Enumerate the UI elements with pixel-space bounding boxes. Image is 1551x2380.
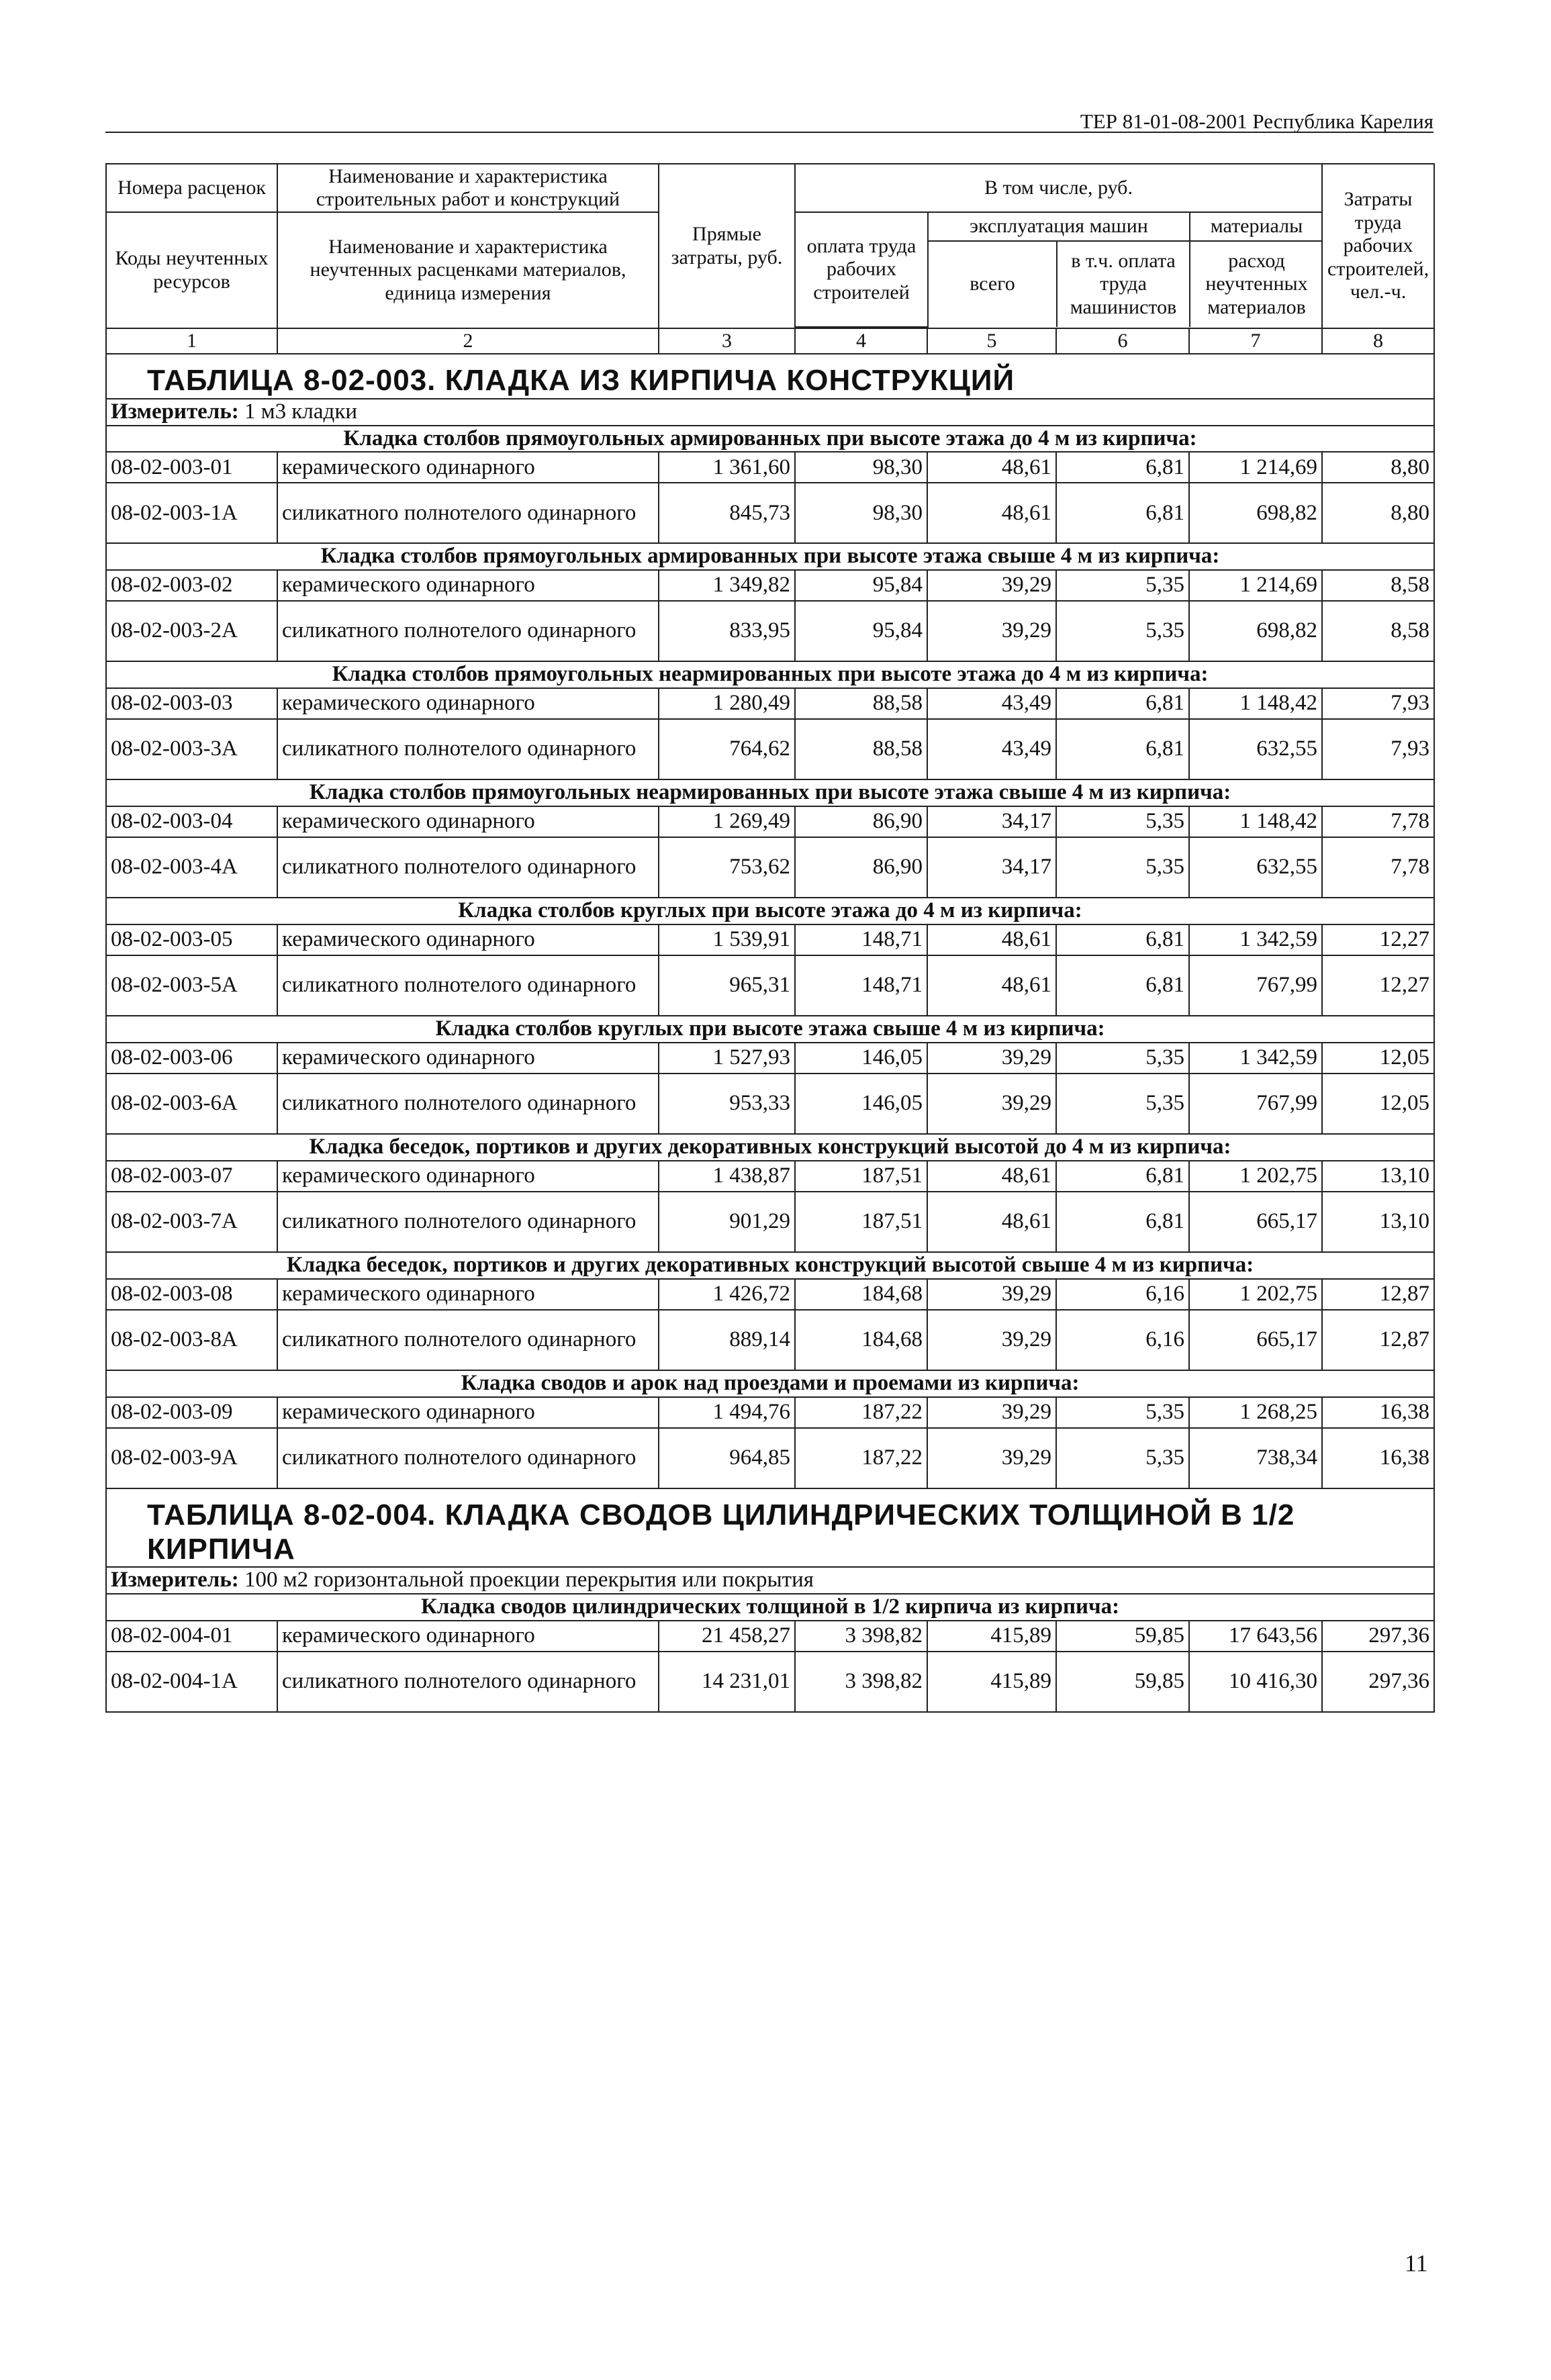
group-header-row — [106, 1594, 1434, 1621]
work-name: керамического одинарного — [277, 688, 659, 719]
group-title: Кладка столбов круглых при высоте этажа до 4 м из кирпича: — [106, 898, 1434, 924]
direct-costs: 1 539,91 — [659, 924, 795, 955]
col-header-codes-bottom: Коды неучтенных ресурсов — [106, 212, 277, 328]
group-title: Кладка столбов прямоугольных армированных при высоте этажа до 4 м из кирпича: — [106, 426, 1434, 453]
table-row — [106, 1161, 1434, 1192]
table-row — [106, 924, 1434, 955]
workers-pay: 184,68 — [795, 1310, 927, 1370]
column-number: 6 — [1056, 328, 1189, 354]
work-name: силикатного полнотелого одинарного — [277, 601, 659, 661]
labor-hours: 8,58 — [1322, 601, 1434, 661]
operators-pay: 6,81 — [1056, 1161, 1189, 1192]
rate-code: 08-02-003-1А — [106, 483, 277, 543]
group-header-row — [106, 898, 1434, 924]
operators-pay: 6,81 — [1056, 688, 1189, 719]
col-header-name-bottom: Наименование и характеристика неучтенных расценками материалов, единица измерения — [277, 212, 659, 328]
work-name: керамического одинарного — [277, 1161, 659, 1192]
group-header-row — [106, 1252, 1434, 1279]
direct-costs: 953,33 — [659, 1074, 795, 1134]
direct-costs: 21 458,27 — [659, 1621, 795, 1652]
group-title: Кладка столбов прямоугольных неармированных при высоте этажа до 4 м из кирпича: — [106, 661, 1434, 688]
labor-hours: 12,27 — [1322, 955, 1434, 1016]
col-header-including: В том числе, руб. — [795, 164, 1322, 212]
column-numbers-row — [106, 328, 1434, 354]
group-header-row — [106, 426, 1434, 453]
direct-costs: 1 527,93 — [659, 1043, 795, 1074]
labor-hours: 8,80 — [1322, 483, 1434, 543]
direct-costs: 1 426,72 — [659, 1279, 795, 1310]
machines-total: 39,29 — [927, 1428, 1056, 1488]
machines-total: 48,61 — [927, 1161, 1056, 1192]
machines-total: 39,29 — [927, 1074, 1056, 1134]
table-row — [106, 601, 1434, 661]
materials-cost: 767,99 — [1189, 955, 1322, 1016]
table-measure — [106, 1567, 1434, 1594]
materials-cost: 10 416,30 — [1189, 1652, 1322, 1712]
operators-pay: 5,35 — [1056, 601, 1189, 661]
machines-total: 48,61 — [927, 452, 1056, 483]
operators-pay: 6,81 — [1056, 924, 1189, 955]
table-row — [106, 452, 1434, 483]
rate-code: 08-02-003-03 — [106, 688, 277, 719]
workers-pay: 95,84 — [795, 570, 927, 601]
measure-value: 1 м3 кладки — [244, 399, 358, 424]
table-row — [106, 483, 1434, 543]
work-name: силикатного полнотелого одинарного — [277, 955, 659, 1016]
workers-pay: 86,90 — [795, 806, 927, 837]
rate-code: 08-02-003-2А — [106, 601, 277, 661]
col-header-total: всего — [928, 241, 1057, 327]
column-number: 7 — [1189, 328, 1322, 354]
workers-pay: 95,84 — [795, 601, 927, 661]
work-name: силикатного полнотелого одинарного — [277, 1310, 659, 1370]
materials-cost: 1 214,69 — [1189, 452, 1322, 483]
rate-code: 08-02-003-08 — [106, 1279, 277, 1310]
operators-pay: 59,85 — [1056, 1652, 1189, 1712]
measure-value: 100 м2 горизонтальной проекции перекрытия или покрытия — [244, 1568, 814, 1592]
group-title: Кладка столбов прямоугольных неармированных при высоте этажа свыше 4 м из кирпича: — [106, 779, 1434, 806]
rate-code: 08-02-003-01 — [106, 452, 277, 483]
labor-hours: 16,38 — [1322, 1397, 1434, 1428]
operators-pay: 6,16 — [1056, 1310, 1189, 1370]
col-header-subtable — [796, 213, 1323, 328]
column-number: 4 — [795, 328, 927, 354]
work-name: силикатного полнотелого одинарного — [277, 1428, 659, 1488]
materials-cost: 1 342,59 — [1189, 924, 1322, 955]
work-name: силикатного полнотелого одинарного — [277, 483, 659, 543]
labor-hours: 7,78 — [1322, 806, 1434, 837]
measure-label: Измеритель: — [111, 1568, 239, 1592]
rate-code: 08-02-003-3А — [106, 719, 277, 779]
group-title: Кладка столбов круглых при высоте этажа свыше 4 м из кирпича: — [106, 1016, 1434, 1043]
workers-pay: 187,22 — [795, 1428, 927, 1488]
materials-cost: 698,82 — [1189, 483, 1322, 543]
rate-code: 08-02-003-6А — [106, 1074, 277, 1134]
labor-hours: 297,36 — [1322, 1621, 1434, 1652]
workers-pay: 148,71 — [795, 924, 927, 955]
work-name: керамического одинарного — [277, 924, 659, 955]
col-header-codes-top: Номера расценок — [106, 164, 277, 212]
col-header-labor: Затраты труда рабочих строителей, чел.-ч. — [1322, 164, 1434, 328]
workers-pay: 86,90 — [795, 837, 927, 898]
operators-pay: 6,81 — [1056, 483, 1189, 543]
rate-code: 08-02-004-01 — [106, 1621, 277, 1652]
table-8-02-004-body — [106, 1488, 1434, 1712]
machines-total: 39,29 — [927, 601, 1056, 661]
page-number: 11 — [1405, 2250, 1428, 2277]
labor-hours: 12,87 — [1322, 1279, 1434, 1310]
operators-pay: 5,35 — [1056, 1074, 1189, 1134]
materials-cost: 1 214,69 — [1189, 570, 1322, 601]
work-name: силикатного полнотелого одинарного — [277, 719, 659, 779]
operators-pay: 5,35 — [1056, 1043, 1189, 1074]
materials-cost: 1 268,25 — [1189, 1397, 1322, 1428]
rate-code: 08-02-003-5А — [106, 955, 277, 1016]
work-name: силикатного полнотелого одинарного — [277, 837, 659, 898]
labor-hours: 12,05 — [1322, 1043, 1434, 1074]
operators-pay: 6,81 — [1056, 955, 1189, 1016]
rate-code: 08-02-003-06 — [106, 1043, 277, 1074]
labor-hours: 7,93 — [1322, 688, 1434, 719]
group-header-row — [106, 1134, 1434, 1161]
operators-pay: 6,81 — [1056, 452, 1189, 483]
table-row — [106, 1652, 1434, 1712]
workers-pay: 187,22 — [795, 1397, 927, 1428]
table-row — [106, 1074, 1434, 1134]
direct-costs: 1 280,49 — [659, 688, 795, 719]
labor-hours: 8,80 — [1322, 452, 1434, 483]
col-header-direct-costs: Прямые затраты, руб. — [659, 164, 795, 328]
direct-costs: 1 361,60 — [659, 452, 795, 483]
table-title: ТАБЛИЦА 8-02-003. КЛАДКА ИЗ КИРПИЧА КОНСТРУКЦИЙ — [106, 354, 1434, 399]
group-title: Кладка столбов прямоугольных армированных при высоте этажа свыше 4 м из кирпича: — [106, 543, 1434, 570]
labor-hours: 12,87 — [1322, 1310, 1434, 1370]
document-header: ТЕР 81-01-08-2001 Республика Карелия — [1080, 109, 1433, 133]
col-header-name-top: Наименование и характеристика строительных работ и конструкций — [277, 164, 659, 212]
column-number: 3 — [659, 328, 795, 354]
table-row — [106, 688, 1434, 719]
machines-total: 48,61 — [927, 1192, 1056, 1252]
group-title: Кладка сводов цилиндрических толщиной в 1/2 кирпича из кирпича: — [106, 1594, 1434, 1621]
materials-cost: 1 202,75 — [1189, 1161, 1322, 1192]
table-row — [106, 570, 1434, 601]
direct-costs: 833,95 — [659, 601, 795, 661]
table-row — [106, 1043, 1434, 1074]
operators-pay: 5,35 — [1056, 1428, 1189, 1488]
labor-hours: 16,38 — [1322, 1428, 1434, 1488]
column-number: 5 — [927, 328, 1056, 354]
group-header-row — [106, 1016, 1434, 1043]
materials-cost: 17 643,56 — [1189, 1621, 1322, 1652]
rate-code: 08-02-003-04 — [106, 806, 277, 837]
rate-code: 08-02-003-05 — [106, 924, 277, 955]
work-name: керамического одинарного — [277, 1621, 659, 1652]
workers-pay: 187,51 — [795, 1192, 927, 1252]
workers-pay: 3 398,82 — [795, 1621, 927, 1652]
materials-cost: 632,55 — [1189, 837, 1322, 898]
group-title: Кладка беседок, портиков и других декоративных конструкций высотой до 4 м из кирпича: — [106, 1134, 1434, 1161]
materials-cost: 767,99 — [1189, 1074, 1322, 1134]
group-header-row — [106, 779, 1434, 806]
labor-hours: 12,27 — [1322, 924, 1434, 955]
work-name: силикатного полнотелого одинарного — [277, 1074, 659, 1134]
direct-costs: 1 494,76 — [659, 1397, 795, 1428]
column-number: 2 — [277, 328, 659, 354]
workers-pay: 184,68 — [795, 1279, 927, 1310]
machines-total: 39,29 — [927, 1397, 1056, 1428]
column-number: 1 — [106, 328, 277, 354]
operators-pay: 5,35 — [1056, 570, 1189, 601]
materials-cost: 665,17 — [1189, 1192, 1322, 1252]
measure-label: Измеритель: — [111, 399, 239, 424]
group-title: Кладка беседок, портиков и других декоративных конструкций высотой свыше 4 м из кирпича: — [106, 1252, 1434, 1279]
materials-cost: 1 148,42 — [1189, 688, 1322, 719]
operators-pay: 5,35 — [1056, 806, 1189, 837]
materials-cost: 1 202,75 — [1189, 1279, 1322, 1310]
table-row — [106, 719, 1434, 779]
group-header-row — [106, 661, 1434, 688]
labor-hours: 297,36 — [1322, 1652, 1434, 1712]
workers-pay: 3 398,82 — [795, 1652, 927, 1712]
table-row — [106, 955, 1434, 1016]
machines-total: 48,61 — [927, 924, 1056, 955]
rate-code: 08-02-003-9А — [106, 1428, 277, 1488]
workers-pay: 88,58 — [795, 719, 927, 779]
direct-costs: 1 349,82 — [659, 570, 795, 601]
direct-costs: 965,31 — [659, 955, 795, 1016]
direct-costs: 901,29 — [659, 1192, 795, 1252]
rate-code: 08-02-003-8А — [106, 1310, 277, 1370]
machines-total: 34,17 — [927, 806, 1056, 837]
operators-pay: 5,35 — [1056, 1397, 1189, 1428]
table-title: ТАБЛИЦА 8-02-004. КЛАДКА СВОДОВ ЦИЛИНДРИЧЕСКИХ ТОЛЩИНОЙ В 1/2 КИРПИЧА — [106, 1488, 1434, 1567]
group-header-row — [106, 543, 1434, 570]
workers-pay: 187,51 — [795, 1161, 927, 1192]
workers-pay: 148,71 — [795, 955, 927, 1016]
group-title: Кладка сводов и арок над проездами и проемами из кирпича: — [106, 1370, 1434, 1397]
direct-costs: 1 269,49 — [659, 806, 795, 837]
operators-pay: 59,85 — [1056, 1621, 1189, 1652]
rate-code: 08-02-003-7А — [106, 1192, 277, 1252]
direct-costs: 753,62 — [659, 837, 795, 898]
column-number: 8 — [1322, 328, 1434, 354]
labor-hours: 8,58 — [1322, 570, 1434, 601]
direct-costs: 889,14 — [659, 1310, 795, 1370]
work-name: керамического одинарного — [277, 1279, 659, 1310]
work-name: керамического одинарного — [277, 452, 659, 483]
table-row — [106, 837, 1434, 898]
col-header-operators-pay: в т.ч. оплата труда машинистов — [1057, 241, 1190, 327]
direct-costs: 1 438,87 — [659, 1161, 795, 1192]
labor-hours: 13,10 — [1322, 1192, 1434, 1252]
work-name: керамического одинарного — [277, 1043, 659, 1074]
machines-total: 39,29 — [927, 1310, 1056, 1370]
rate-code: 08-02-004-1А — [106, 1652, 277, 1712]
rate-code: 08-02-003-02 — [106, 570, 277, 601]
workers-pay: 98,30 — [795, 452, 927, 483]
table-row — [106, 1428, 1434, 1488]
labor-hours: 7,93 — [1322, 719, 1434, 779]
operators-pay: 6,81 — [1056, 719, 1189, 779]
header-rule — [105, 132, 1433, 133]
table-row — [106, 806, 1434, 837]
machines-total: 39,29 — [927, 1043, 1056, 1074]
machines-total: 415,89 — [927, 1652, 1056, 1712]
materials-cost: 1 148,42 — [1189, 806, 1322, 837]
work-name: силикатного полнотелого одинарного — [277, 1652, 659, 1712]
table-row — [106, 1397, 1434, 1428]
machines-total: 48,61 — [927, 483, 1056, 543]
machines-total: 48,61 — [927, 955, 1056, 1016]
rate-code: 08-02-003-09 — [106, 1397, 277, 1428]
table-row — [106, 1279, 1434, 1310]
labor-hours: 13,10 — [1322, 1161, 1434, 1192]
work-name: силикатного полнотелого одинарного — [277, 1192, 659, 1252]
labor-hours: 12,05 — [1322, 1074, 1434, 1134]
work-name: керамического одинарного — [277, 570, 659, 601]
workers-pay: 146,05 — [795, 1043, 927, 1074]
work-name: керамического одинарного — [277, 806, 659, 837]
direct-costs: 845,73 — [659, 483, 795, 543]
col-header-machines: эксплуатация машин — [928, 213, 1190, 241]
table-measure — [106, 399, 1434, 426]
machines-total: 34,17 — [927, 837, 1056, 898]
rate-code: 08-02-003-4А — [106, 837, 277, 898]
workers-pay: 88,58 — [795, 688, 927, 719]
machines-total: 39,29 — [927, 570, 1056, 601]
machines-total: 43,49 — [927, 719, 1056, 779]
rate-code: 08-02-003-07 — [106, 1161, 277, 1192]
operators-pay: 6,16 — [1056, 1279, 1189, 1310]
materials-cost: 738,34 — [1189, 1428, 1322, 1488]
machines-total: 39,29 — [927, 1279, 1056, 1310]
materials-cost: 665,17 — [1189, 1310, 1322, 1370]
machines-total: 43,49 — [927, 688, 1056, 719]
materials-cost: 632,55 — [1189, 719, 1322, 779]
materials-cost: 698,82 — [1189, 601, 1322, 661]
work-name: керамического одинарного — [277, 1397, 659, 1428]
col-header-unaccounted-materials: расход неучтенных материалов — [1190, 241, 1323, 327]
workers-pay: 98,30 — [795, 483, 927, 543]
direct-costs: 964,85 — [659, 1428, 795, 1488]
direct-costs: 14 231,01 — [659, 1652, 795, 1712]
group-header-row — [106, 1370, 1434, 1397]
table-row — [106, 1621, 1434, 1652]
labor-hours: 7,78 — [1322, 837, 1434, 898]
materials-cost: 1 342,59 — [1189, 1043, 1322, 1074]
operators-pay: 6,81 — [1056, 1192, 1189, 1252]
machines-total: 415,89 — [927, 1621, 1056, 1652]
col-header-materials: материалы — [1190, 213, 1323, 241]
rates-table — [105, 163, 1435, 1713]
workers-pay: 146,05 — [795, 1074, 927, 1134]
direct-costs: 764,62 — [659, 719, 795, 779]
table-8-02-003-body — [106, 354, 1434, 1488]
operators-pay: 5,35 — [1056, 837, 1189, 898]
table-row — [106, 1310, 1434, 1370]
col-header-workers-pay: оплата труда рабочих строителей — [796, 213, 928, 327]
table-row — [106, 1192, 1434, 1252]
